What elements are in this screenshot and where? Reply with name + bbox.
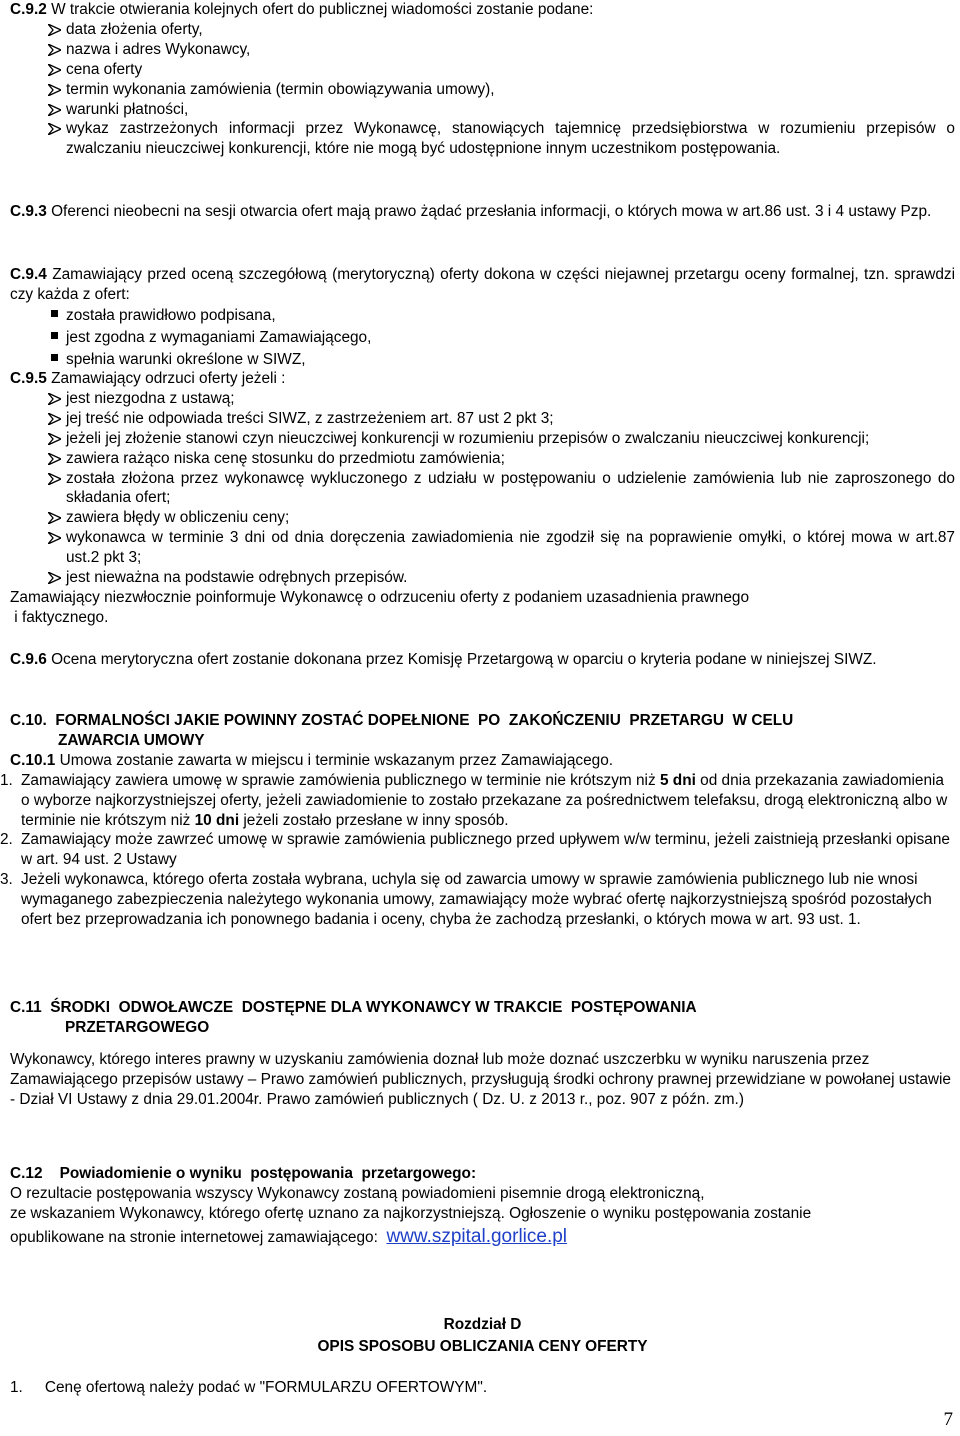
section-text: ze wskazaniem Wykonawcy, którego ofertę uznano za najkorzystniejszą. Ogłoszenie o wyniku postępowania zostanie [10,1204,812,1222]
section-code: C.9.3 [10,203,47,220]
list-item: wykaz zastrzeżonych informacji przez Wykonawcę, stanowiących tajemnicę przedsiębiorstwa w rozumieniu przepisów o zwalczaniu nieuczciwej konkurencji, które nie mogą być udostępnione innym uczestnikom postępowania. [10,119,955,159]
item-number: 2. [0,831,13,849]
square-bullet-icon [51,310,58,317]
list-item: warunki płatności, [10,100,955,120]
section-text: opublikowane na stronie internetowej zamawiającego: [10,1228,387,1246]
arrow-bullet-icon [48,512,61,524]
section-text: Wykonawcy, którego interes prawny w uzyskaniu zamówienia doznał lub może doznać uszczerbku w wyniku naruszenia przez Zamawiającego przepisów ustawy – Prawo zamówień publicznych, przysługują środki ochrony prawnej przewidziane w powołanej ustawie - Dział VI Ustawy z dnia 29.01.2004r. Prawo zamówień publicznych ( Dz. U. z 2013 r., poz. 907 z późn. zm.) [10,1050,951,1108]
section-code: C.9.5 [10,370,47,387]
list-item: została prawidłowo podpisana, [10,306,955,326]
section-heading-cont: PRZETARGOWEGO [65,1018,210,1036]
section-intro: W trakcie otwierania kolejnych ofert do publicznej wiadomości zostanie podane: [46,1,594,18]
item-number: 1. [10,1379,23,1396]
list-item: spełnia warunki określone w SIWZ, [10,350,955,370]
section-code: C.10.1 [10,751,56,769]
square-bullet-icon [51,354,58,361]
rejection-notice-cont: i faktycznego. [10,608,109,626]
bullet-list [10,20,955,159]
list-item: wykonawca w terminie 3 dni od dnia doręczenia zawiadomienia nie zgodził się na poprawienie omyłki, o której mowa w art.87 ust.2 pkt 3; [10,528,955,568]
arrow-bullet-icon [48,572,61,584]
list-item: Cenę ofertową należy podać w "FORMULARZU OFERTOWYM". [44,1379,488,1396]
item-number: 3. [0,871,13,889]
square-bullet-list [10,306,955,370]
arrow-bullet-icon [48,393,61,405]
section-heading: C.11 ŚRODKI ODWOŁAWCZE DOSTĘPNE DLA WYKONAWCY W TRAKCIE POSTĘPOWANIA [10,999,697,1016]
chapter-subtitle: OPIS SPOSOBU OBLICZANIA CENY OFERTY [317,1338,648,1355]
list-item: termin wykonania zamówienia (termin obowiązywania umowy), [10,80,955,100]
list-item: jeżeli jej złożenie stanowi czyn nieuczciwej konkurencji w rozumieniu przepisów o zwalczaniu nieuczciwej konkurencji; [10,429,955,449]
section-text: Umowa zostanie zawarta w miejscu i terminie wskazanym przez Zamawiającego. [55,751,614,769]
arrow-bullet-icon [48,433,61,445]
section-heading: C.12 Powiadomienie o wyniku postępowania przetargowego: [10,1165,477,1182]
section-intro: Zamawiający odrzuci oferty jeżeli : [46,370,286,387]
list-item: 3. Jeżeli wykonawca, którego oferta została wybrana, uchyla się od zawarcia umowy w sprawie zamówienia publicznego lub nie wnosi wymaganego zabezpieczenia należytego wykonania umowy, zamawiający może wybrać ofertę najkorzystniejszą spośród pozostałych ofert bez przeprowadzania ich ponownego badania i oceny, chyba że zachodzą przesłanki, o których mowa w art. 93 ust. 1. [0,871,932,929]
arrow-bullet-icon [48,123,61,135]
section-c95 [10,369,955,628]
list-item: jest niezgodna z ustawą; [10,389,955,409]
bullet-list [10,389,955,588]
numbered-list [0,771,955,930]
list-item: cena oferty [10,60,955,80]
list-item: zawiera błędy w obliczeniu ceny; [10,508,955,528]
chapter-title: Rozdział D [443,1316,522,1333]
list-item: 1. Zamawiający zawiera umowę w sprawie zamówienia publicznego w terminie nie krótszym niż 5 dni od dnia przekazania zawiadomienia o wyborze najkorzystniejszej oferty, jeżeli zawiadomienie to zostało przekazane za pośrednictwem telefaksu, drogą elektroniczną albo w terminie nie krótszym niż 10 dni jeżeli zostało przesłane w inny sposób. [0,771,948,829]
section-c10 [0,711,955,930]
section-code: C.9.6 [10,651,47,668]
section-c94 [10,265,955,370]
section-code: C.9.4 [10,266,47,283]
section-code: C.9.2 [10,1,47,18]
section-c12 [10,1164,955,1248]
item-number: 1. [0,771,13,789]
section-text: Oferenci nieobecni na sesji otwarcia ofert mają prawo żądać przesłania informacji, o których mowa w art.86 ust. 3 i 4 ustawy Pzp. [46,203,932,220]
chapter-d [10,1314,955,1358]
section-text: Zamawiający przed oceną szczegółową (merytoryczną) oferty dokona w części niejawnej przetargu oceny formalnej, tzn. sprawdzi czy każda z ofert: [10,266,955,303]
section-heading: C.10. FORMALNOŚCI JAKIE POWINNY ZOSTAĆ DOPEŁNIONE PO ZAKOŃCZENIU PRZETARGU W CELU [10,712,794,729]
arrow-bullet-icon [48,84,61,96]
list-item: jej treść nie odpowiada treści SIWZ, z zastrzeżeniem art. 87 ust 2 pkt 3; [10,409,955,429]
arrow-bullet-icon [48,104,61,116]
arrow-bullet-icon [48,44,61,56]
section-c96 [10,649,955,670]
section-c11 [10,998,955,1110]
arrow-bullet-icon [48,24,61,36]
list-item: zawiera rażąco niska cenę stosunku do przedmiotu zamówienia; [10,449,955,469]
section-text: Ocena merytoryczna ofert zostanie dokonana przez Komisję Przetargową w oparciu o kryteria podane w niniejszej SIWZ. [46,651,877,668]
section-c93 [10,202,955,222]
rejection-notice: Zamawiający niezwłocznie poinformuje Wykonawcę o odrzuceniu oferty z podaniem uzasadnienia prawnego [10,588,750,606]
list-item: data złożenia oferty, [10,20,955,40]
chapter-d-list [10,1378,955,1398]
list-item: nazwa i adres Wykonawcy, [10,40,955,60]
square-bullet-icon [51,332,58,339]
section-heading-cont: ZAWARCIA UMOWY [58,731,205,749]
list-item: została złożona przez wykonawcę wykluczonego z udziału w postępowaniu o udzielenie zamówienia lub nie zaproszonego do składania ofert; [10,469,955,509]
section-c92 [10,0,955,159]
arrow-bullet-icon [48,453,61,465]
list-item: jest nieważna na podstawie odrębnych przepisów. [10,568,955,588]
list-item: jest zgodna z wymaganiami Zamawiającego, [10,328,955,348]
arrow-bullet-icon [48,532,61,544]
list-item: 2. Zamawiający może zawrzeć umowę w sprawie zamówienia publicznego przed upływem w/w terminu, jeżeli zaistnieją przesłanki opisane w art. 94 ust. 2 Ustawy [0,831,950,869]
website-link[interactable]: www.szpital.gorlice.pl [386,1225,568,1247]
arrow-bullet-icon [48,413,61,425]
arrow-bullet-icon [48,473,61,485]
arrow-bullet-icon [48,64,61,76]
section-text: O rezultacie postępowania wszyscy Wykonawcy zostaną powiadomieni pisemnie drogą elektroniczną, [10,1184,705,1202]
page-number: 7 [943,1409,953,1430]
